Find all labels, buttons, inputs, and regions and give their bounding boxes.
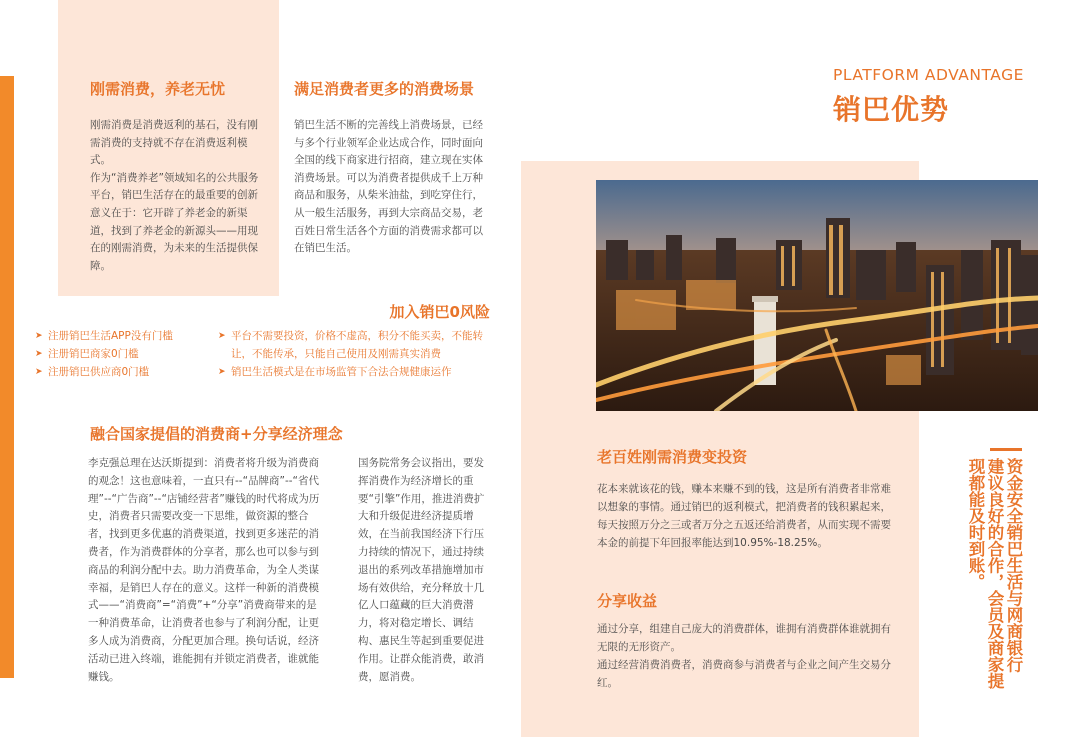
paragraph: 通过经营消费消费者，消费商参与消费者与企业之间产生交易分红。 [597, 659, 891, 689]
platform-title: 销巴优势 [833, 93, 950, 126]
list-item: ➤ 平台不需要投资，价格不虚高，积分不能买卖，不能转让，不能传承，只能自己使用及刚需真实消费 [218, 327, 493, 363]
paragraph: 作为“消费养老”领域知名的公共服务平台，销巴生活存在的最重要的创新意义在于：它开辟了养老金的新渠道，找到了养老金的新源头——用现在的刚需消费，为未来的生活提供保障。 [90, 171, 259, 272]
arrow-icon: ➤ [35, 349, 43, 359]
vertical-text-col-2: 建议良好的合作，会员及商家提 [985, 458, 1004, 689]
section-heading: 老百姓刚需消费变投资 [597, 448, 748, 466]
section-consumption-investment [597, 446, 891, 552]
arrow-icon: ➤ [218, 331, 226, 341]
arrow-icon: ➤ [35, 331, 43, 341]
section-heading: 加入销巴0风险 [389, 303, 490, 321]
vertical-text-col-3: 现都能及时到账。 [966, 458, 985, 590]
city-night-photo [596, 180, 1038, 411]
zero-risk-list [218, 327, 493, 381]
paragraph: 刚需消费是消费返利的基石，没有刚需消费的支持就不存在消费返利模式。 [90, 119, 258, 167]
arrow-icon: ➤ [35, 367, 43, 377]
vertical-line-accent [990, 448, 1022, 451]
section-rigid-consumption [90, 78, 260, 275]
arrow-icon: ➤ [218, 367, 226, 377]
left-accent-bar [0, 76, 14, 678]
section-heading: 刚需消费，养老无忧 [90, 80, 226, 98]
platform-subtitle: PLATFORM ADVANTAGE [833, 66, 1024, 84]
concept-column-1: 李克强总理在达沃斯提到：消费者将升级为消费商的观念！这也意味着，一直只有--“品牌商”--“省代理”--“广告商”--“店铺经营者”赚钱的时代将成为历史，消费者只需要改变一下思维，做资源的整合者，找到更多优惠的消费渠道，找到更多迷茫的消费者，作为消费群体的分享者，那么也可以参与到商品的利润分配中去。助力消费革命，为全人类谋幸福，是销巴人存在的意义。这样一种新的消费模式——“消费商”=“消费”+“分享”消费商带来的是一种消费革命，让消费者也参与了利润分配，让更多人成为消费商，分配更加合理。换句话说，经济活动已进入终端，谁能拥有并锁定消费者，谁就能赚钱。 [88, 457, 320, 683]
paragraph: 花本来就该花的钱，赚本来赚不到的钱，这是所有消费者非常难以想象的事情。通过销巴的返利模式，把消费者的钱积累起来，每天按照万分之三或者万分之五返还给消费者，从而实现不需要本金的前提下年回报率能达到10.95%-18.25%。 [597, 483, 891, 549]
list-item: ➤ 注册销巴商家0门槛 [35, 345, 210, 363]
list-item: ➤ 注册销巴生活APP没有门槛 [35, 327, 210, 345]
list-item: ➤ 注册销巴供应商0门槛 [35, 363, 210, 381]
section-consumption-scenes [294, 78, 490, 258]
concept-column-2: 国务院常务会议指出，要发挥消费作为经济增长的重要“引擎”作用，推进消费扩大和升级促进经济提质增效，在当前我国经济下行压力持续的情况下，通过持续退出的系列改革措施增加市场有效供给，充分释放十几亿人口蕴藏的巨大消费潜力，将对稳定增长、调结构、惠民生等起到重要促进作用。让群众能消费，敢消费，愿消费。 [358, 457, 485, 683]
section-heading: 融合国家提倡的消费商+分享经济理念 [90, 425, 343, 443]
paragraph: 销巴生活不断的完善线上消费场景，已经与多个行业领军企业达成合作，同时面向全国的线下商家进行招商，建立现在实体消费场景。可以为消费者提供成千上万种商品和服务，从柴米油盐，到吃穿住行，从一般生活服务，再到大宗商品交易，老百姓日常生活各个方面的消费需求都可以在销巴生活。 [294, 119, 483, 255]
zero-threshold-list [35, 327, 210, 381]
list-item: ➤ 销巴生活模式是在市场监管下合法合规健康运作 [218, 363, 493, 381]
section-share-income [597, 590, 891, 692]
section-heading: 满足消费者更多的消费场景 [294, 80, 475, 98]
vertical-text-col-1: 资金安全销巴生活与网商银行 [1004, 458, 1023, 673]
section-heading: 分享收益 [597, 592, 658, 610]
paragraph: 通过分享，组建自己庞大的消费群体，谁拥有消费群体谁就拥有无限的无形资产。 [597, 623, 891, 653]
